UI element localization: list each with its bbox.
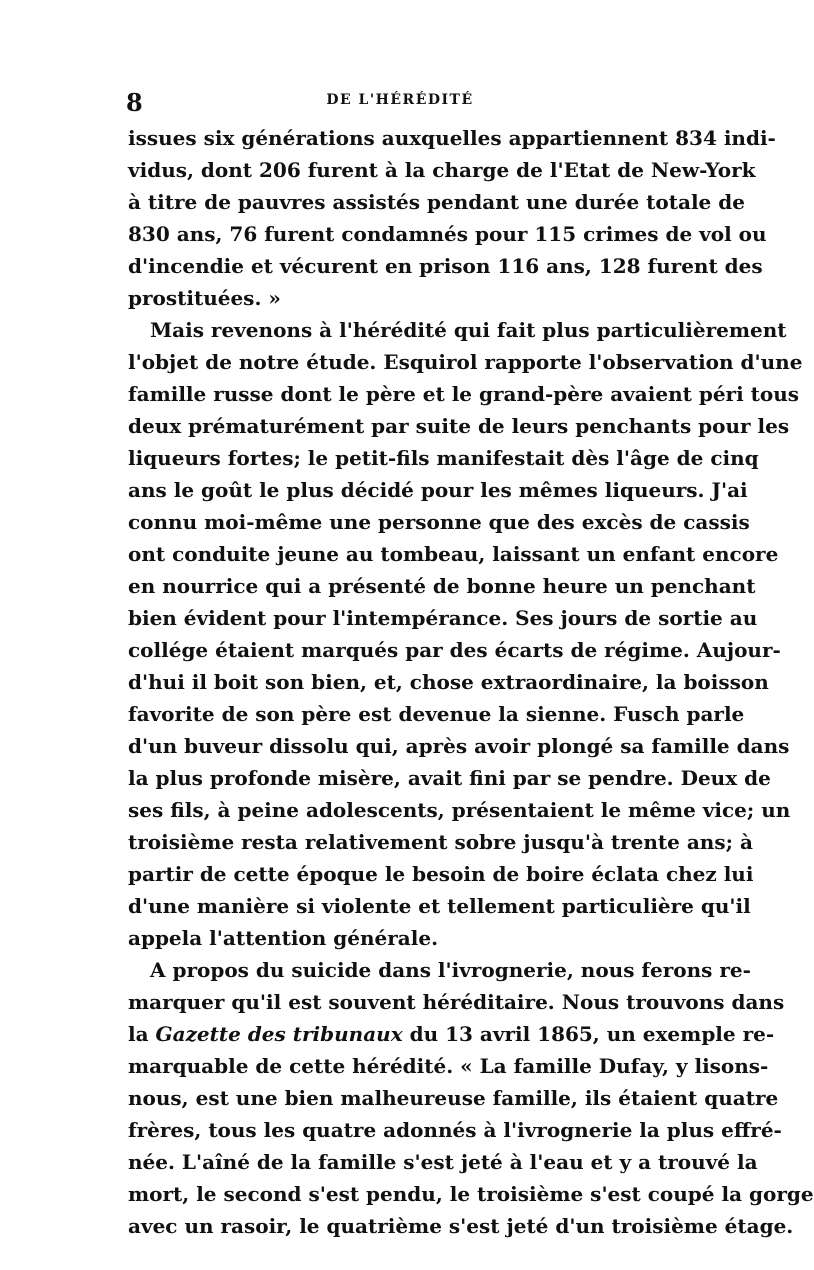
- page-number: 8: [126, 88, 143, 117]
- text-line: troisième resta relativement sobre jusqu'à trente ans; à: [128, 830, 753, 854]
- text-line: issues six générations auxquelles appartiennent 834 indi-: [128, 126, 776, 150]
- text-line: ont conduite jeune au tombeau, laissant un enfant encore: [128, 542, 779, 566]
- text-line: à titre de pauvres assistés pendant une durée totale de: [128, 190, 745, 214]
- text-line: appela l'attention générale.: [128, 926, 439, 950]
- text-line: frères, tous les quatre adonnés à l'ivrognerie la plus effré-: [128, 1118, 782, 1142]
- text-line: A propos du suicide dans l'ivrognerie, nous ferons re-: [150, 958, 751, 982]
- text-line: d'un buveur dissolu qui, après avoir plongé sa famille dans: [128, 734, 790, 758]
- running-title: DE L'HÉRÉDITÉ: [326, 92, 474, 108]
- text-line: mort, le second s'est pendu, le troisième s'est coupé la gorge: [128, 1182, 814, 1206]
- text-line: prostituées. »: [128, 286, 281, 310]
- text-line: favorite de son père est devenue la sienne. Fusch parle: [128, 702, 745, 726]
- text-line: la plus profonde misère, avait fini par se pendre. Deux de: [128, 766, 771, 790]
- text-line: marquer qu'il est souvent héréditaire. Nous trouvons dans: [128, 990, 785, 1014]
- text-line: famille russe dont le père et le grand-père avaient péri tous: [128, 382, 800, 406]
- text-line: collége étaient marqués par des écarts de régime. Aujour-: [128, 638, 781, 662]
- text-line: Mais revenons à l'hérédité qui fait plus particulièrement: [150, 318, 787, 342]
- text-line: vidus, dont 206 furent à la charge de l'Etat de New-York: [128, 158, 756, 182]
- text-line: 830 ans, 76 furent condamnés pour 115 crimes de vol ou: [128, 222, 767, 246]
- journal-title: Gazette des tribunaux: [155, 1022, 403, 1046]
- text-line: marquable de cette hérédité. « La famille Dufay, y lisons-: [128, 1054, 769, 1078]
- text-line: l'objet de notre étude. Esquirol rapporte l'observation d'une: [128, 350, 803, 374]
- text-segment: la: [128, 1022, 156, 1046]
- body-text: [128, 122, 814, 1242]
- text-line: partir de cette époque le besoin de boire éclata chez lui: [128, 862, 754, 886]
- text-line: ses fils, à peine adolescents, présentaient le même vice; un: [128, 798, 791, 822]
- text-line: d'incendie et vécurent en prison 116 ans, 128 furent des: [128, 254, 763, 278]
- text-line: deux prématurément par suite de leurs penchants pour les: [128, 414, 790, 438]
- text-line: ans le goût le plus décidé pour les mêmes liqueurs. J'ai: [128, 478, 748, 502]
- running-header: [126, 88, 674, 118]
- text-line: liqueurs fortes; le petit-fils manifestait dès l'âge de cinq: [128, 446, 759, 470]
- text-line: bien évident pour l'intempérance. Ses jours de sortie au: [128, 606, 758, 630]
- text-line: [128, 1018, 775, 1050]
- text-line: d'une manière si violente et tellement particulière qu'il: [128, 894, 751, 918]
- text-line: nous, est une bien malheureuse famille, ils étaient quatre: [128, 1086, 779, 1110]
- text-line: d'hui il boit son bien, et, chose extraordinaire, la boisson: [128, 670, 769, 694]
- text-line: connu moi-même une personne que des excès de cassis: [128, 510, 750, 534]
- text-segment: du 13 avril 1865, un exemple re-: [402, 1022, 775, 1046]
- text-line: avec un rasoir, le quatrième s'est jeté d'un troisième étage.: [128, 1214, 794, 1238]
- text-line: née. L'aîné de la famille s'est jeté à l'eau et y a trouvé la: [128, 1150, 758, 1174]
- text-line: en nourrice qui a présenté de bonne heure un penchant: [128, 574, 756, 598]
